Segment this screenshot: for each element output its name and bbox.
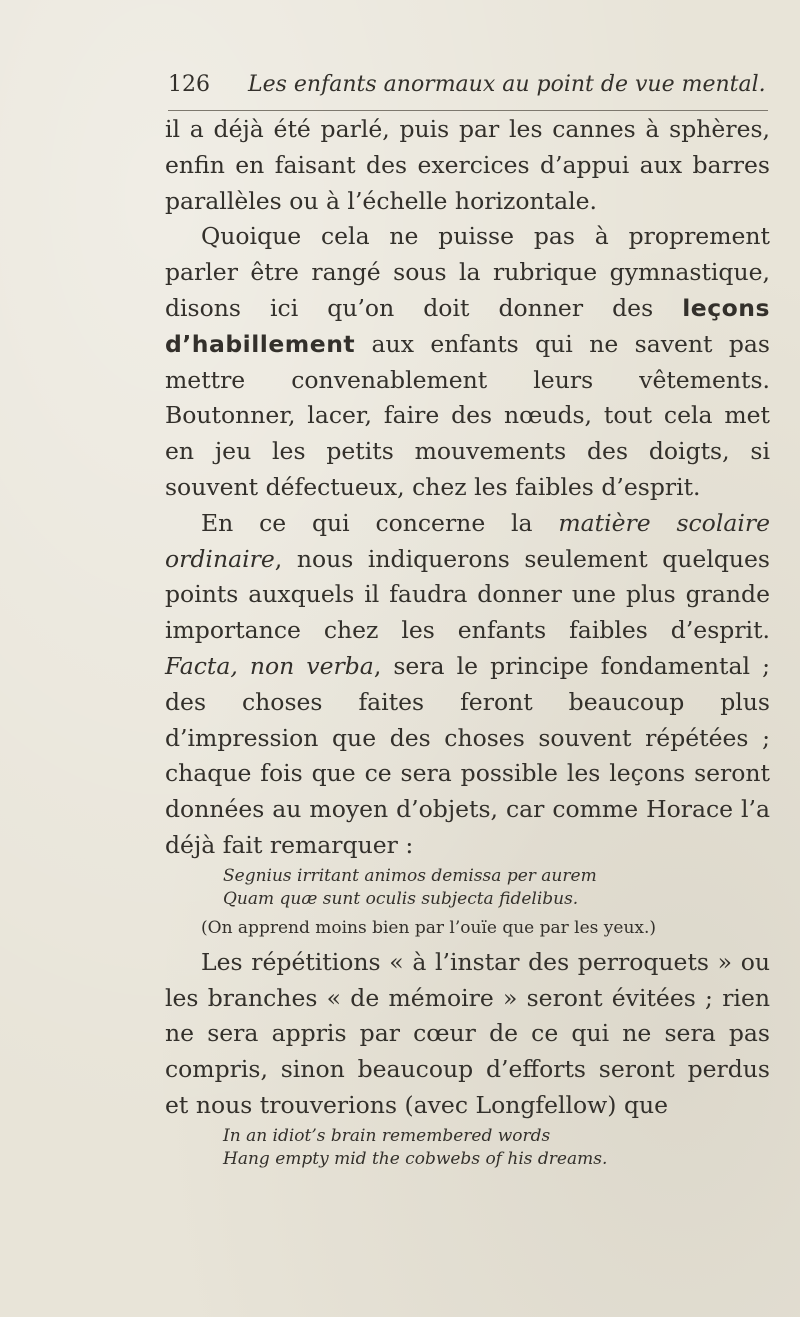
header-rule [168,110,768,111]
longfellow-quote-line-1: In an idiot’s brain remembered words [223,1125,551,1146]
emphasis-facta-non-verba: Facta, non verba [165,651,374,680]
paragraph-3-text-c: , nous indiquerons seulement quelques points auxquels il faudra donner une plus grande importance chez les enfants faibles d’esprit. [165,544,770,645]
quote-translation: (On apprend moins bien par l’ouïe que par les yeux.) [201,917,657,938]
page-number: 126 [168,72,210,97]
paragraph-3-text-e: , sera le principe fondamental ; des choses faites feront beaucoup plus d’impression que des choses souvent répétées ; chaque fois que ce sera possible les leçons seront données au moyen d’objets, car comme Horace l’a déjà fait remarquer : [165,651,770,859]
horace-quote-line-2: Quam quæ sunt oculis subjecta fidelibus. [223,888,579,909]
longfellow-quote-line-2: Hang empty mid the cobwebs of his dreams. [223,1148,608,1169]
paragraph-2-text-c: aux enfants qui ne savent pas mettre convenablement leurs vêtements. Boutonner, lacer, faire des nœuds, tout cela met en jeu les petits mouvements des doigts, si souvent défectueux, chez les faibles d’esprit. [165,329,770,501]
running-header [168,70,768,100]
running-title: Les enfants anormaux au point de vue mental. [248,72,766,97]
paragraph-2 [165,219,770,505]
paragraph-3 [165,506,770,864]
emphasis-lecons-habillement: leçons d’habillement [165,293,770,358]
paragraph-3-text-a: En ce qui concerne la [201,508,559,537]
horace-quote-line-1: Segnius irritant animos demissa per aurem [223,865,597,886]
page-body [165,112,770,1171]
emphasis-matiere-scolaire: matière scolaire ordinaire [165,508,771,573]
horace-quote [223,865,770,911]
paragraph-2-text-a: Quoique cela ne puisse pas à proprement parler être rangé sous la rubrique gymnastique, disons ici qu’on doit donner des [165,222,770,322]
paragraph-1: il a déjà été parlé, puis par les cannes à sphères, enfin en faisant des exercices d’appui aux barres parallèles ou à l’échelle horizontale. [165,115,770,215]
longfellow-quote [223,1125,770,1171]
paragraph-4: Les répétitions « à l’instar des perroquets » ou les branches « de mémoire » seront évitées ; rien ne sera appris par cœur de ce qui ne sera pas compris, sinon beaucoup d’efforts seront perdus et nous trouverions (avec Longfellow) que [165,947,770,1119]
